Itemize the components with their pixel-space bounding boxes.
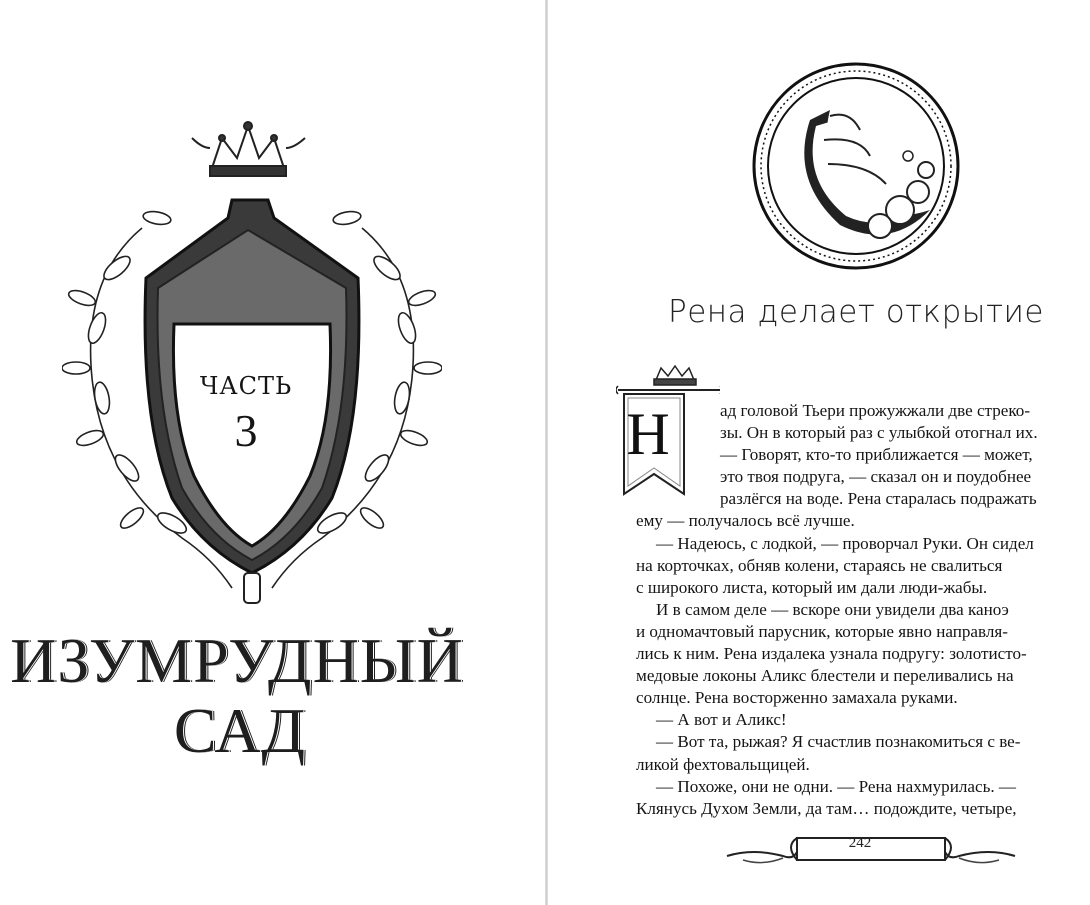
text-line: — А вот и Аликс!	[656, 710, 787, 730]
part-label: ЧАСТЬ	[199, 372, 293, 400]
drop-cap-letter: Н	[626, 401, 670, 467]
crown-icon	[192, 122, 305, 176]
text-line: зы. Он в который раз с улыбкой отогнал их.	[720, 423, 1038, 443]
coat-of-arms-shield-illustration	[62, 118, 442, 618]
text-line: это твоя подруга, — сказал он и поудобнее	[720, 467, 1032, 487]
text-line: ликой фехтовальщицей.	[636, 754, 810, 774]
text-line: солнце. Рена восторженно замахала руками.	[636, 688, 958, 708]
text-line: разлёгся на воде. Рена старалась подражать	[720, 489, 1037, 509]
part-number: 3	[234, 405, 258, 456]
text-line: ад головой Тьери прожужжали две стреко-	[720, 401, 1031, 420]
page-number: 242	[848, 835, 872, 851]
text-line: — Похоже, они не одни. — Рена нахмурилась. —	[656, 776, 1017, 796]
part-title-line-1: ИЗУМРУДНЫЙ	[10, 625, 464, 696]
text-line: Клянусь Духом Земли, да там… подождите, четыре,	[636, 798, 1017, 818]
text-line: медовые локоны Аликс блестели и переливались на	[636, 666, 1014, 686]
text-line: — Вот та, рыжая? Я счастлив познакомиться с ве-	[656, 732, 1021, 752]
crescent-moon-medallion-illustration	[750, 60, 962, 272]
text-line: — Говорят, кто-то приближается — может,	[720, 445, 1033, 465]
text-line: и одномачтовый парусник, которые явно направля-	[636, 621, 1008, 641]
text-line: на корточках, обняв колени, стараясь не свалиться	[636, 555, 1003, 575]
text-line: с широкого листа, который им дали люди-жабы.	[636, 577, 988, 597]
chapter-title: Рена делает открытие	[668, 294, 1044, 330]
text-line: лись к ним. Рена издалека узнала подругу: золотисто-	[636, 644, 1027, 664]
text-line: И в самом деле — вскоре они увидели два каноэ	[656, 599, 1009, 619]
text-line: ему — получалось всё лучше.	[636, 511, 855, 531]
chapter-body-text	[636, 400, 1078, 820]
part-title-line-2: САД	[173, 695, 307, 766]
text-line: — Надеюсь, с лодкой, — проворчал Руки. Он сидел	[656, 533, 1034, 553]
small-crown-icon	[654, 366, 696, 385]
